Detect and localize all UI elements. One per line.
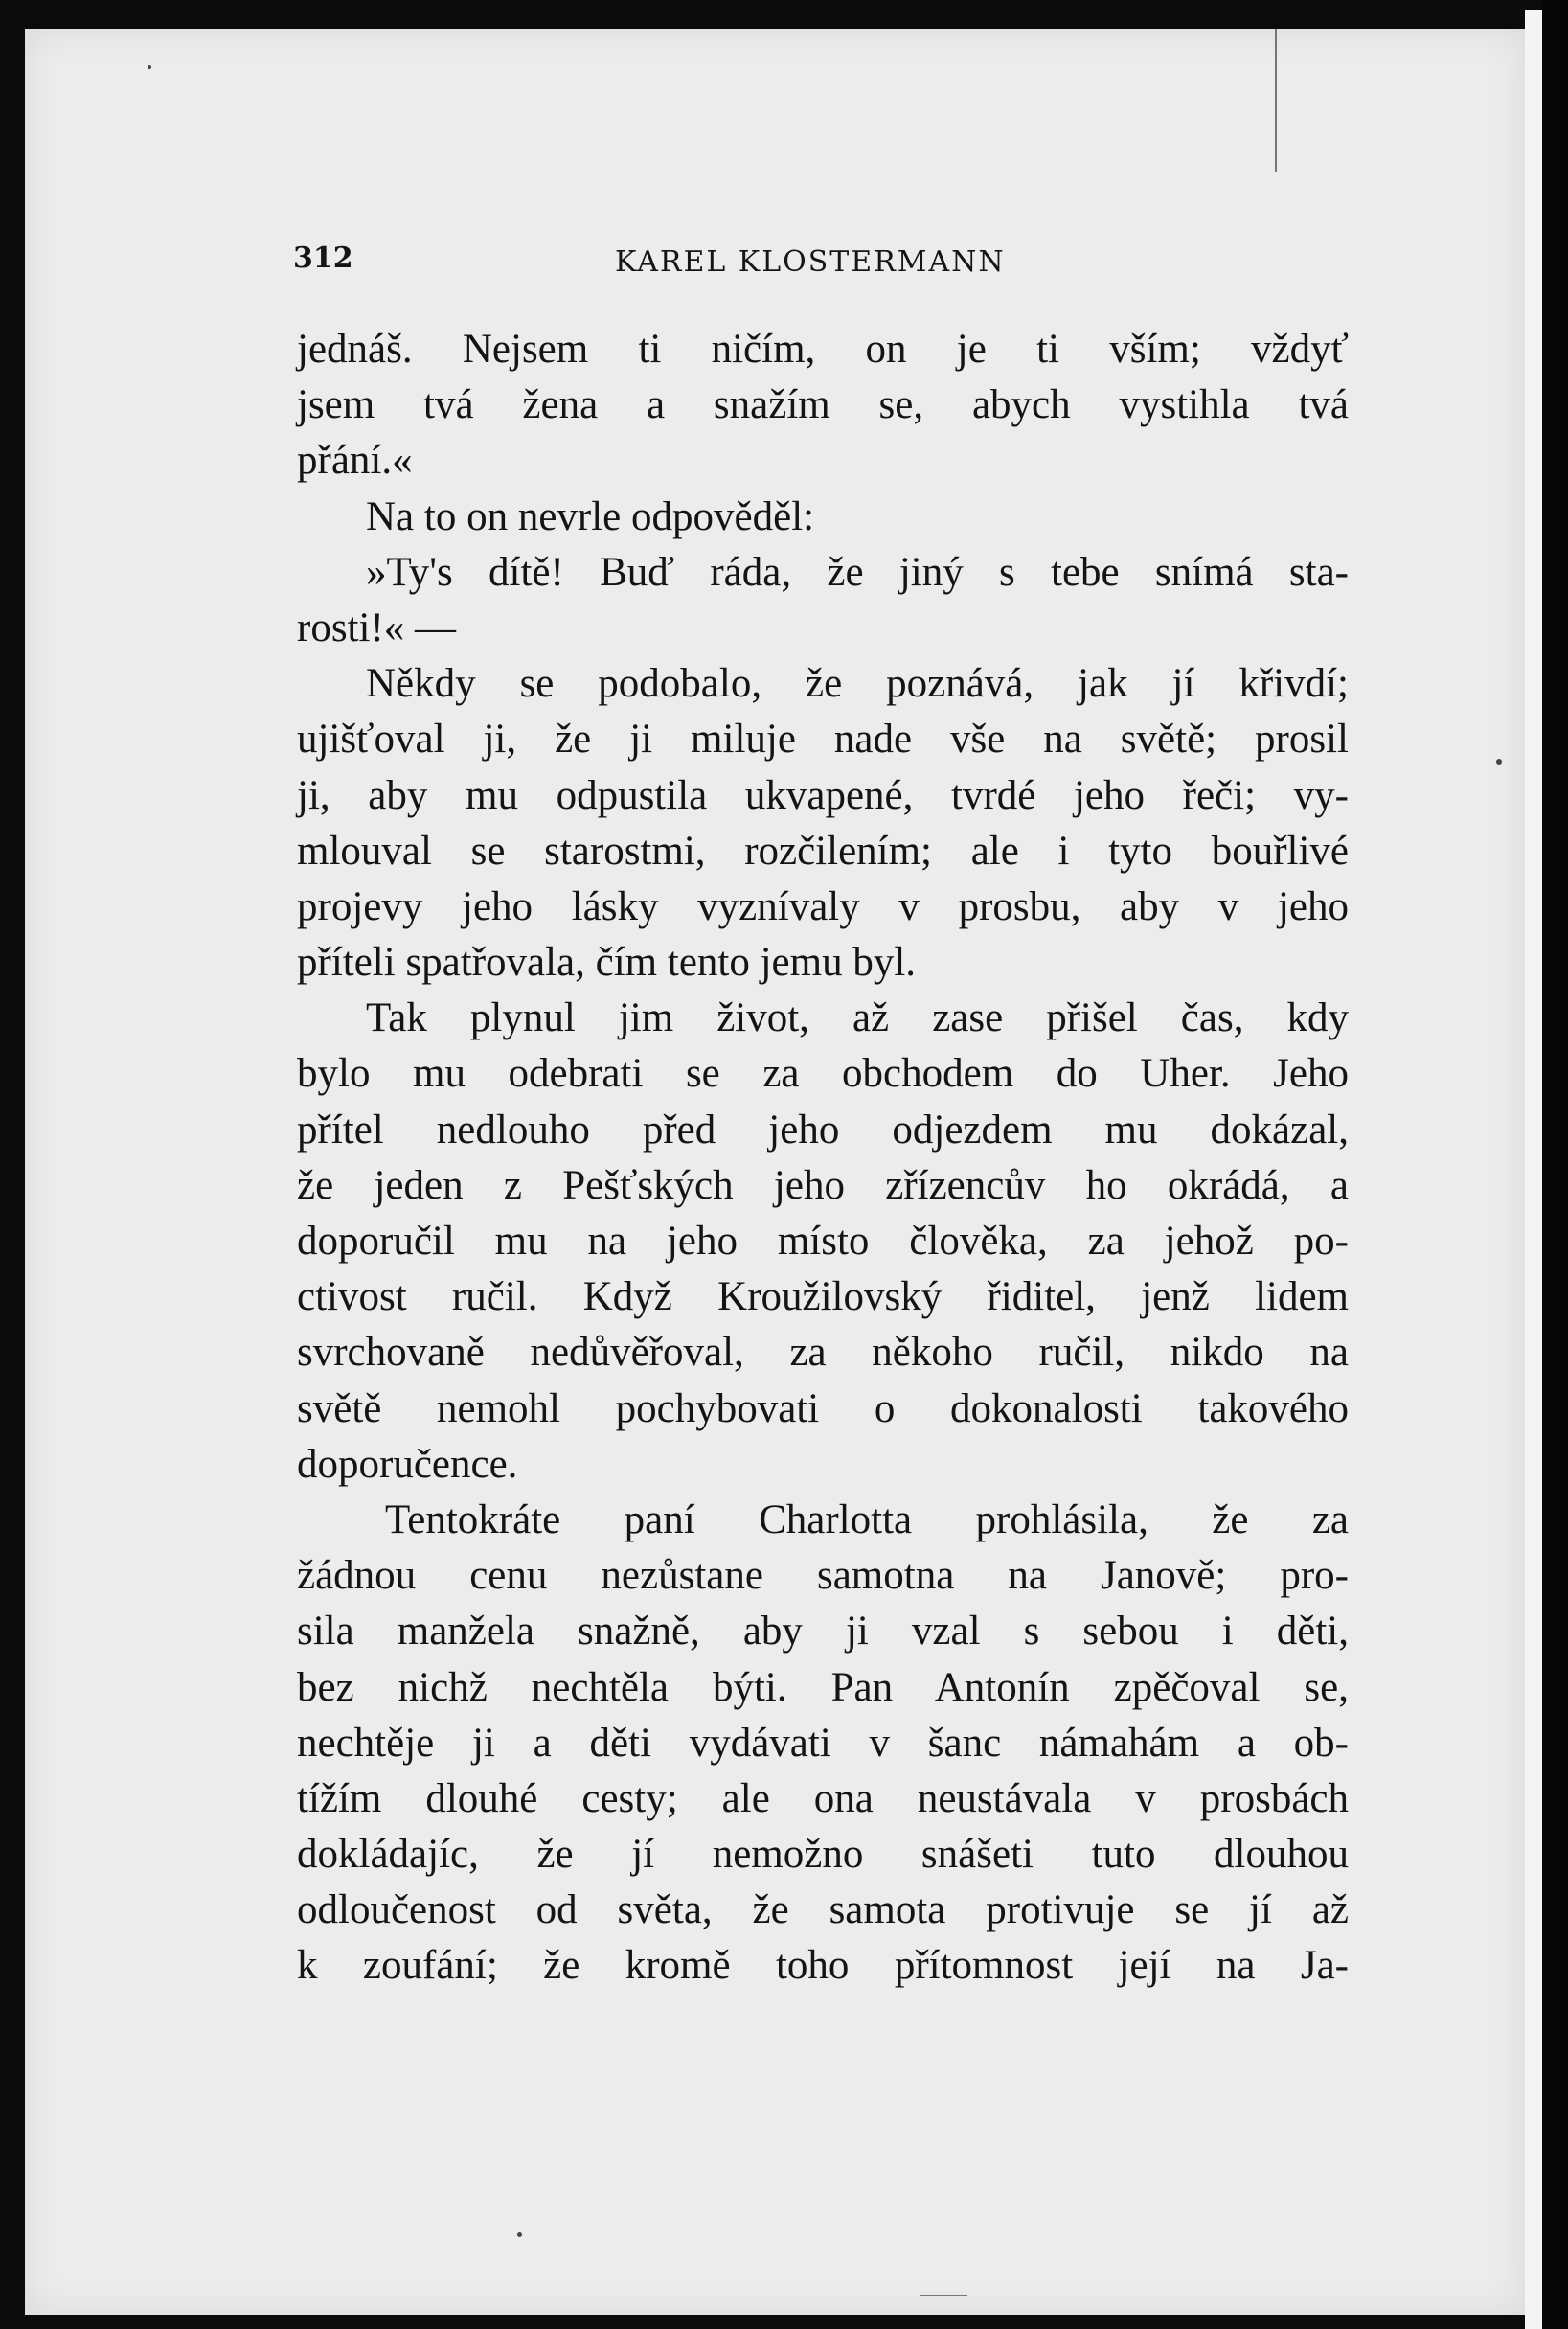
text-line: dokládajíc, že jí nemožno snášeti tuto dlouhou xyxy=(297,1832,1349,1878)
dust-speck xyxy=(517,2232,522,2237)
text-line: »Ty's dítě! Buď ráda, že jiný s tebe snímá sta- xyxy=(366,549,1349,595)
running-head: KAREL KLOSTERMANN xyxy=(615,245,1006,279)
text-line: jsem tvá žena a snažím se, abych vystihla tvá xyxy=(297,382,1349,428)
text-line: bylo mu odebrati se za obchodem do Uher. Jeho xyxy=(297,1051,1349,1097)
text-line: ctivost ručil. Když Kroužilovský řiditel, jenž lidem xyxy=(297,1274,1349,1320)
page-header xyxy=(293,238,1050,285)
text-line: Na to on nevrle odpověděl: xyxy=(366,493,815,539)
scan-border xyxy=(1542,0,1568,2329)
page-edge xyxy=(1525,10,1542,2329)
text-line: přání.« xyxy=(297,438,413,484)
scan-mark xyxy=(920,2295,967,2296)
text-line: bez nichž nechtěla býti. Pan Antonín zpěčoval se, xyxy=(297,1664,1349,1710)
page-number: 312 xyxy=(293,241,353,275)
dust-speck xyxy=(1496,759,1502,765)
text-line: sila manžela snažně, aby ji vzal s sebou i děti, xyxy=(297,1609,1349,1655)
text-line: k zoufání; že kromě toho přítomnost její na Ja- xyxy=(297,1943,1349,1989)
text-line: odloučenost od světa, že samota protivuje se jí až xyxy=(297,1887,1349,1933)
text-line: rosti!« — xyxy=(297,605,457,651)
text-line: přítel nedlouho před jeho odjezdem mu dokázal, xyxy=(297,1107,1349,1153)
body-text xyxy=(297,322,1349,1995)
text-line: doporučence. xyxy=(297,1441,518,1487)
scan-mark xyxy=(1275,29,1277,172)
text-line: příteli spatřovala, čím tento jemu byl. xyxy=(297,940,917,986)
text-line: že jeden z Pešťských jeho zřízencův ho okrádá, a xyxy=(297,1162,1349,1208)
text-line: mlouval se starostmi, rozčilením; ale i tyto bouřlivé xyxy=(297,828,1349,874)
text-line: doporučil mu na jeho místo člověka, za jehož po- xyxy=(297,1219,1349,1264)
text-line: světě nemohl pochybovati o dokonalosti takového xyxy=(297,1385,1349,1431)
text-line: Tentokráte paní Charlotta prohlásila, že za xyxy=(385,1496,1349,1542)
dust-speck xyxy=(148,65,151,69)
text-line: nechtěje ji a děti vydávati v šanc námahám a ob- xyxy=(297,1720,1349,1766)
text-line: jednáš. Nejsem ti ničím, on je ti vším; vždyť xyxy=(297,327,1349,372)
text-line: svrchovaně nedůvěřoval, za někoho ručil, nikdo na xyxy=(297,1330,1349,1376)
text-line: ujišťoval ji, že ji miluje nade vše na světě; prosil xyxy=(297,717,1349,763)
text-line: ji, aby mu odpustila ukvapené, tvrdé jeho řeči; vy- xyxy=(297,772,1349,818)
text-line: Tak plynul jim život, až zase přišel čas, kdy xyxy=(366,995,1349,1041)
text-line: žádnou cenu nezůstane samotna na Janově; pro- xyxy=(297,1553,1349,1599)
text-line: projevy jeho lásky vyznívaly v prosbu, aby v jeho xyxy=(297,883,1349,929)
text-line: tížím dlouhé cesty; ale ona neustávala v prosbách xyxy=(297,1775,1349,1821)
text-line: Někdy se podobalo, že poznává, jak jí křivdí; xyxy=(366,661,1349,707)
